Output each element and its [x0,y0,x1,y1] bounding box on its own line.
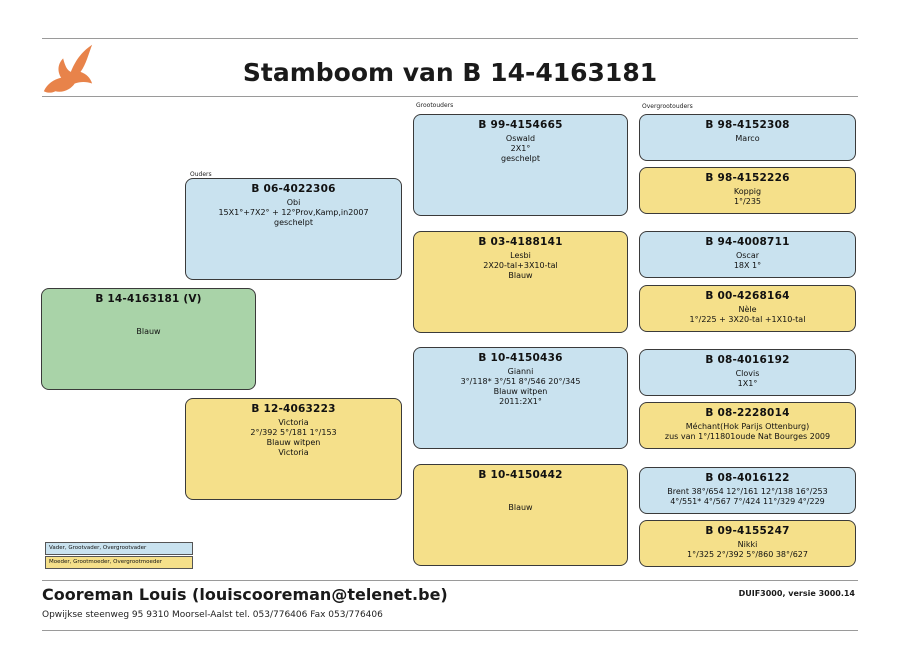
pigeon-id: B 98-4152308 [705,119,790,131]
pigeon-detail: 4°/551* 4°/567 7°/424 11°/329 4°/229 [670,497,825,506]
pigeon-id: B 00-4268164 [705,290,790,302]
software-version: DUIF3000, versie 3000.14 [738,589,855,598]
pigeon-detail: Blauw [508,503,533,512]
pigeon-detail: Lesbi [510,251,531,260]
legend-female: Moeder, Grootmoeder, Overgrootmoeder [45,556,193,569]
pigeon-id: B 08-4016192 [705,354,790,366]
footer-bottom-rule [42,630,858,631]
pigeon-card-ggp-2[interactable] [639,167,856,214]
pigeon-card-ggp-4[interactable] [639,285,856,332]
pigeon-id: B 06-4022306 [251,183,336,195]
pigeon-detail: 1°/235 [733,197,762,206]
pigeon-detail: 1°/225 + 3X20-tal +1X10-tal [689,315,806,324]
pigeon-detail: 2011:2X1° [499,397,542,406]
header-top-rule [42,38,858,39]
pigeon-detail: Koppig [733,187,762,196]
pigeon-detail: Clovis [735,369,760,378]
page-title: Stamboom van B 14-4163181 [242,58,658,87]
pigeon-id: B 99-4154665 [478,119,563,131]
footer-top-rule [42,580,858,581]
pigeon-detail: 3°/118* 3°/51 8°/546 20°/345 [460,377,581,386]
pigeon-id: B 08-2228014 [705,407,790,419]
pigeon-id: B 10-4150442 [478,469,563,481]
legend-male: Vader, Grootvader, Overgrootvader [45,542,193,555]
label-grandparents: Grootouders [416,102,454,109]
pigeon-card-ggp-7[interactable] [639,467,856,514]
pigeon-id: B 12-4063223 [251,403,336,415]
pigeon-detail: 2X1° [510,144,531,153]
pigeon-card-ggp-6[interactable] [639,402,856,449]
pigeon-detail: 1X1° [737,379,758,388]
pigeon-detail: 2X20-tal+3X10-tal [483,261,558,270]
pigeon-card-ggp-3[interactable] [639,231,856,278]
pigeon-id: B 94-4008711 [705,236,790,248]
pigeon-card-grandfather-paternal[interactable] [413,114,628,216]
pigeon-card-ggp-1[interactable] [639,114,856,161]
pigeon-detail: geschelpt [274,218,313,227]
pigeon-card-subject[interactable] [41,288,256,390]
pigeon-id: B 98-4152226 [705,172,790,184]
pigeon-card-father[interactable] [185,178,402,280]
label-great-grandparents: Overgrootouders [642,103,693,110]
pigeon-card-grandfather-maternal[interactable] [413,347,628,449]
pigeon-detail: Oswald [505,134,536,143]
owner-name: Cooreman Louis (louiscooreman@telenet.be) [42,585,448,604]
pigeon-detail: 15X1°+7X2° + 12°Prov,Kamp,in2007 [218,208,369,217]
header-bottom-rule [42,96,858,97]
pigeon-id: B 03-4188141 [478,236,563,248]
pigeon-card-mother[interactable] [185,398,402,500]
label-parents: Ouders [190,171,212,178]
pigeon-detail: Blauw witpen [266,438,321,447]
owner-address: Opwijkse steenweg 95 9310 Moorsel-Aalst tel. 053/776406 Fax 053/776406 [42,610,383,620]
pigeon-detail: Gianni [507,367,534,376]
pigeon-detail: Victoria [278,448,309,457]
pigeon-card-grandmother-maternal[interactable] [413,464,628,566]
pigeon-detail: Marco [735,134,760,143]
pigeon-detail: 2°/392 5°/181 1°/153 [250,428,337,437]
pigeon-detail: Blauw [508,271,533,280]
pigeon-detail: Nèle [738,305,757,314]
pigeon-detail: Oscar [735,251,760,260]
pigeon-id: B 10-4150436 [478,352,563,364]
pigeon-id: B 14-4163181 (V) [95,293,202,305]
pigeon-card-ggp-8[interactable] [639,520,856,567]
pigeon-detail: Blauw [136,327,161,336]
pigeon-detail: 1°/325 2°/392 5°/860 38°/627 [687,550,808,559]
pigeon-detail: Victoria [278,418,309,427]
pigeon-detail: Brent 38°/654 12°/161 12°/138 16°/253 [667,487,828,496]
pigeon-detail: Blauw witpen [493,387,548,396]
pigeon-detail: 18X 1° [733,261,762,270]
pigeon-detail: Nikki [737,540,758,549]
pigeon-detail: geschelpt [501,154,540,163]
pigeon-detail: Méchant(Hok Parijs Ottenburg) [685,422,810,431]
pigeon-id: B 09-4155247 [705,525,790,537]
pigeon-detail: Obi [286,198,301,207]
pigeon-detail: zus van 1°/11801oude Nat Bourges 2009 [664,432,831,441]
pigeon-id: B 08-4016122 [705,472,790,484]
pigeon-card-ggp-5[interactable] [639,349,856,396]
pigeon-card-grandmother-paternal[interactable] [413,231,628,333]
